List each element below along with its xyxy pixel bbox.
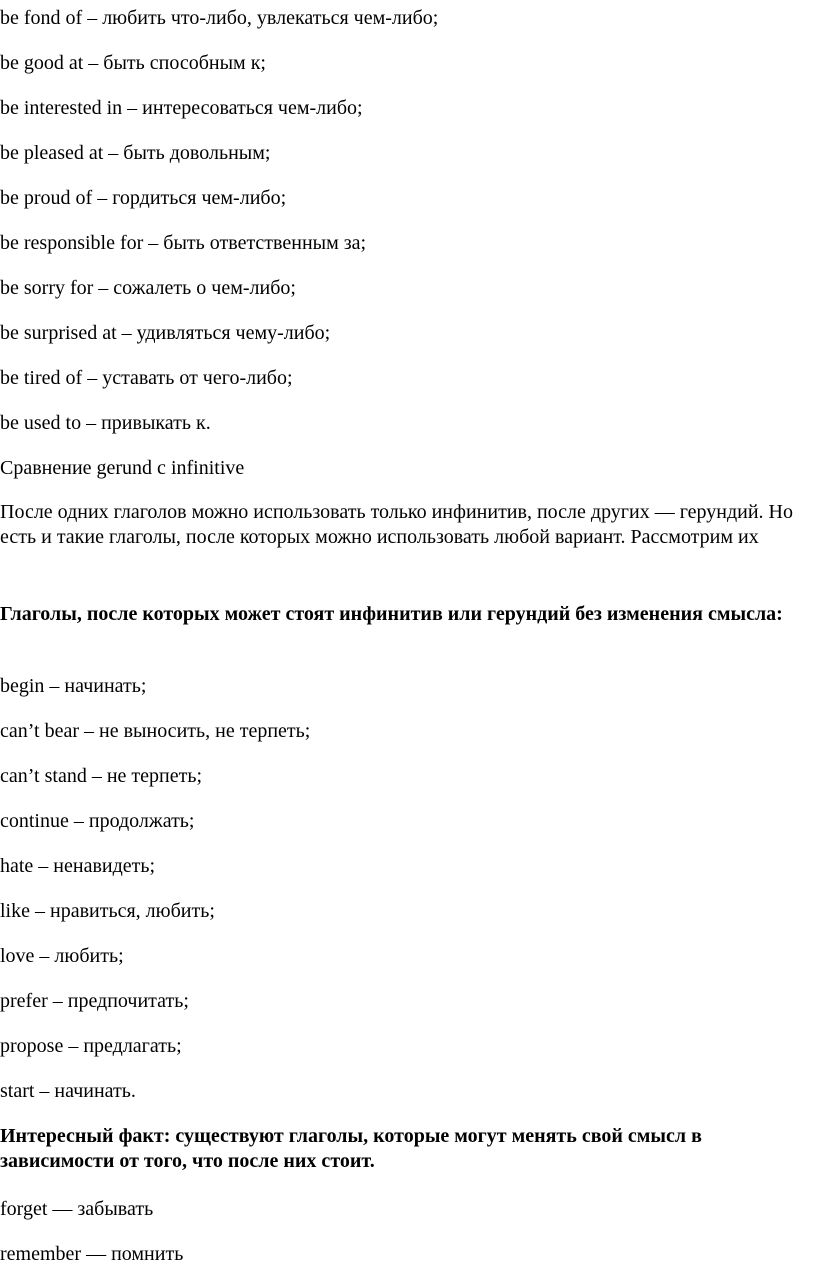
list-item: prefer – предпочитать; [0,990,189,1012]
list-item: continue – продолжать; [0,810,195,832]
list-item: be proud of – гордиться чем-либо; [0,187,287,209]
list-item: be tired of – уставать от чего-либо; [0,367,293,389]
list-item: be surprised at – удивляться чему-либо; [0,322,331,344]
list-item: can’t stand – не терпеть; [0,765,203,787]
list-item: propose – предлагать; [0,1035,182,1057]
list-item: start – начинать. [0,1080,136,1102]
bold-heading-interesting-fact: Интересный факт: существуют глаголы, которые могут менять свой смысл в зависимости от того, что после них стоит. [0,1125,702,1172]
list-item: love – любить; [0,945,124,967]
list-item: be pleased at – быть довольным; [0,142,271,164]
list-item: remember — помнить [0,1243,184,1265]
list-item: be interested in – интересоваться чем-либо; [0,97,363,119]
bold-heading-infinitive-gerund: Глаголы, после которых может стоят инфинитив или герундий без изменения смысла: [0,603,783,625]
list-item: begin – начинать; [0,675,147,697]
list-item: hate – ненавидеть; [0,855,156,877]
list-item: forget — забывать [0,1198,154,1220]
section-heading: Сравнение gerund с infinitive [0,457,245,479]
list-item: be responsible for – быть ответственным за; [0,232,367,254]
list-item: be sorry for – сожалеть о чем-либо; [0,277,296,299]
intro-paragraph: После одних глаголов можно использовать только инфинитив, после других — герундий. Но есть и такие глаголы, после которых можно использовать любой вариант. Рассмотрим их [0,501,793,548]
list-item: be used to – привыкать к. [0,412,211,434]
list-item: be fond of – любить что-либо, увлекаться чем-либо; [0,7,439,29]
list-item: be good at – быть способным к; [0,52,266,74]
list-item: like – нравиться, любить; [0,900,215,922]
list-item: can’t bear – не выносить, не терпеть; [0,720,311,742]
